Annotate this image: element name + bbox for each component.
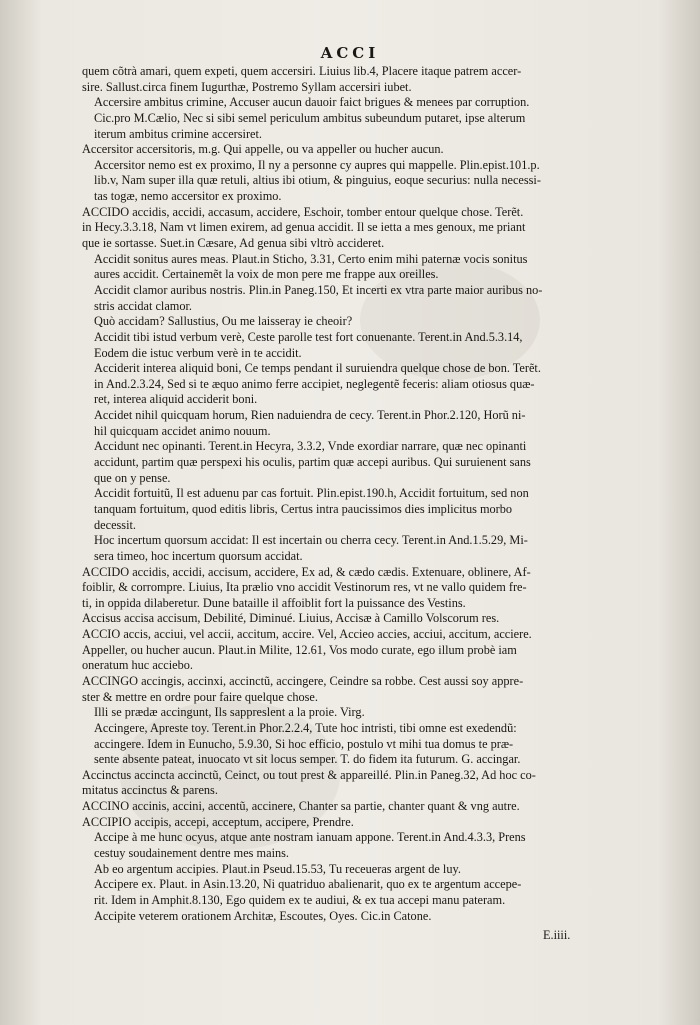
signature-mark: E.iiii.	[543, 928, 571, 942]
text-line: ACCINGO accingis, accinxi, accinctũ, accingere, Ceindre sa robbe. Cest aussi soy appre-	[82, 673, 524, 688]
text-line: Accidunt nec opinanti. Terent.in Hecyra, 3.3.2, Vnde exordiar narrare, quæ nec opinanti	[94, 439, 527, 454]
text-line: Accisus accisa accisum, Debilité, Diminué. Liuius, Accisæ à Camillo Volscorum res.	[82, 611, 500, 626]
text-line: que ie sortasse. Suet.in Cæsare, Ad genua sibi vltrò accideret.	[82, 236, 385, 251]
text-line: Cic.pro M.Cælio, Nec si sibi semel periculum ambitus subeundum putaret, ipse alterum	[94, 110, 526, 125]
text-line: decessit.	[94, 517, 137, 532]
text-line: sera timeo, hoc incertum quorsum accidat.	[94, 548, 303, 563]
text-line: Accidet nihil quicquam horum, Rien naduiendra de cecy. Terent.in Phor.2.120, Horũ ni-	[94, 408, 526, 423]
text-line: mitatus accinctus & parens.	[82, 783, 218, 798]
text-line: Accinctus accincta accinctũ, Ceinct, ou tout prest & appareillé. Plin.in Paneg.32, Ad hoc co-	[82, 767, 536, 782]
text-line: Accingere, Apreste toy. Terent.in Phor.2.2.4, Tute hoc intristi, tibi omne est exedendũ:	[94, 720, 517, 735]
text-line: Accipere ex. Plaut. in Asin.13.20, Ni quatriduo abalienarit, quo ex te argentum accepe-	[94, 877, 522, 892]
text-line: tanquam fortuitum, quod editis libris, Certus intra paucissimos dies implicitus morbo	[94, 501, 513, 516]
text-line: ACCIDO accidis, accidi, accisum, accidere, Ex ad, & cædo cædis. Extenuare, oblinere, Af-	[82, 564, 531, 579]
text-line: tas togæ, nemo accersitor ex proximo.	[94, 189, 282, 204]
text-line: ster & mettre en ordre pour faire quelque chose.	[82, 689, 318, 704]
text-line: ACCIPIO accipis, accepi, acceptum, accipere, Prendre.	[82, 814, 354, 829]
text-line: cestuy soudainement dentre mes mains.	[94, 846, 289, 861]
text-line: stris accidat clamor.	[94, 298, 192, 313]
running-header: ACCI	[320, 44, 380, 62]
text-line: Accersire ambitus crimine, Accuser aucun dauoir faict brigues & menees par corruption.	[94, 95, 530, 110]
text-line: Accidit clamor auribus nostris. Plin.in Paneg.150, Et incerti ex vtra parte maior auribus no-	[94, 282, 543, 297]
text-line: hil quicquam accidet animo nouum.	[94, 423, 271, 438]
text-line: accingere. Idem in Eunucho, 5.9.30, Si hoc efficio, postulo vt mihi tua domus te præ-	[94, 736, 514, 751]
text-line: aures accidit. Certainemẽt la voix de mon pere me frappe aux oreilles.	[94, 267, 439, 282]
text-line: Accipe à me hunc ocyus, atque ante nostram ianuam appone. Terent.in And.4.3.3, Prens	[94, 830, 526, 845]
text-line: lib.v, Nam super illa quæ retuli, altius ibi otium, & pinguius, eoque securius: nulla necessi-	[94, 173, 541, 188]
text-line: Appeller, ou hucher aucun. Plaut.in Milite, 12.61, Vos modo curate, ego illum probè iam	[82, 642, 517, 657]
text-line: Accidit fortuitũ, Il est aduenu par cas fortuit. Plin.epist.190.h, Accidit fortuitum, sed non	[94, 486, 529, 501]
text-line: Illi se prædæ accingunt, Ils sappreslent a la proie. Virg.	[94, 705, 365, 720]
text-line: foiblir, & corrompre. Liuius, Ita prælio vno accidit Vestinorum res, vt ne vallo quidem fre-	[82, 580, 527, 595]
text-line: Accersitor accersitoris, m.g. Qui appelle, ou va appeller ou hucher aucun.	[82, 142, 444, 157]
text-line: ti, in oppida dilaberetur. Dune bataille il affoiblit fort la puissance des Vestins.	[82, 595, 466, 610]
text-line: Accidit tibi istud verbum verè, Ceste parolle test fort conuenante. Terent.in And.5.3.14,	[94, 329, 523, 344]
text-line: ret, interea aliquid acciderit boni.	[94, 392, 258, 407]
text-line: sire. Sallust.circa finem Iugurthæ, Postremo Syllam accersiri iubet.	[82, 79, 412, 94]
text-line: rit. Idem in Amphit.8.130, Ego quidem ex te audiui, & ex tua accepi manu pateram.	[94, 892, 506, 907]
text-line: Accersitor nemo est ex proximo, Il ny a personne cy aupres qui mappelle. Plin.epist.101.p.	[94, 157, 540, 172]
text-line: oneratum huc acciebo.	[82, 658, 193, 673]
text-line: sente absente pateat, inuocato vt sit locus semper. T. do fidem ita futurum. G. accingar.	[94, 752, 521, 767]
text-line: Accipite veterem orationem Architæ, Escoutes, Oyes. Cic.in Catone.	[94, 908, 432, 923]
text-line: Acciderit interea aliquid boni, Ce temps pendant il suruiendra quelque chose de bon. Terẽt.	[94, 361, 541, 376]
text-line: ACCIDO accidis, accidi, accasum, accidere, Eschoir, tomber entour quelque chose. Terẽt.	[82, 204, 524, 219]
dictionary-text	[82, 64, 612, 924]
text-line: quem cõtrà amari, quem expeti, quem accersiri. Liuius lib.4, Placere itaque patrem accer-	[82, 64, 522, 78]
text-line: ACCINO accinis, accini, accentũ, accinere, Chanter sa partie, chanter quant & vng autre.	[82, 799, 520, 814]
text-line: que on y pense.	[94, 470, 171, 485]
text-line: iterum ambitus crimine accersiret.	[94, 126, 262, 141]
text-line: Ab eo argentum accipies. Plaut.in Pseud.15.53, Tu receueras argent de luy.	[94, 861, 461, 876]
text-line: ACCIO accis, acciui, vel accii, accitum, accire. Vel, Accieo accies, acciui, accitum, acciere.	[82, 627, 532, 642]
text-line: in And.2.3.24, Sed si te æquo animo ferre accipiet, neglegentẽ feceris: aliam otiosus quæ-	[94, 376, 535, 391]
text-line: Hoc incertum quorsum accidat: Il est incertain ou cherra cecy. Terent.in And.1.5.29, Mi-	[94, 533, 528, 548]
text-line: Eodem die istuc verbum verè in te accidit.	[94, 345, 302, 360]
text-line: Quò accidam? Sallustius, Ou me laisseray ie cheoir?	[94, 314, 353, 329]
text-line: accidunt, partim quæ perspexi his oculis, partim quæ accepi auribus. Qui suruienent sans	[94, 455, 531, 470]
text-line: Accidit sonitus aures meas. Plaut.in Sticho, 3.31, Certo enim mihi paternæ vocis sonitus	[94, 251, 528, 266]
text-line: in Hecy.3.3.18, Nam vt limen exirem, ad genua accidit. Il se ietta a mes genoux, me priant	[82, 220, 526, 235]
